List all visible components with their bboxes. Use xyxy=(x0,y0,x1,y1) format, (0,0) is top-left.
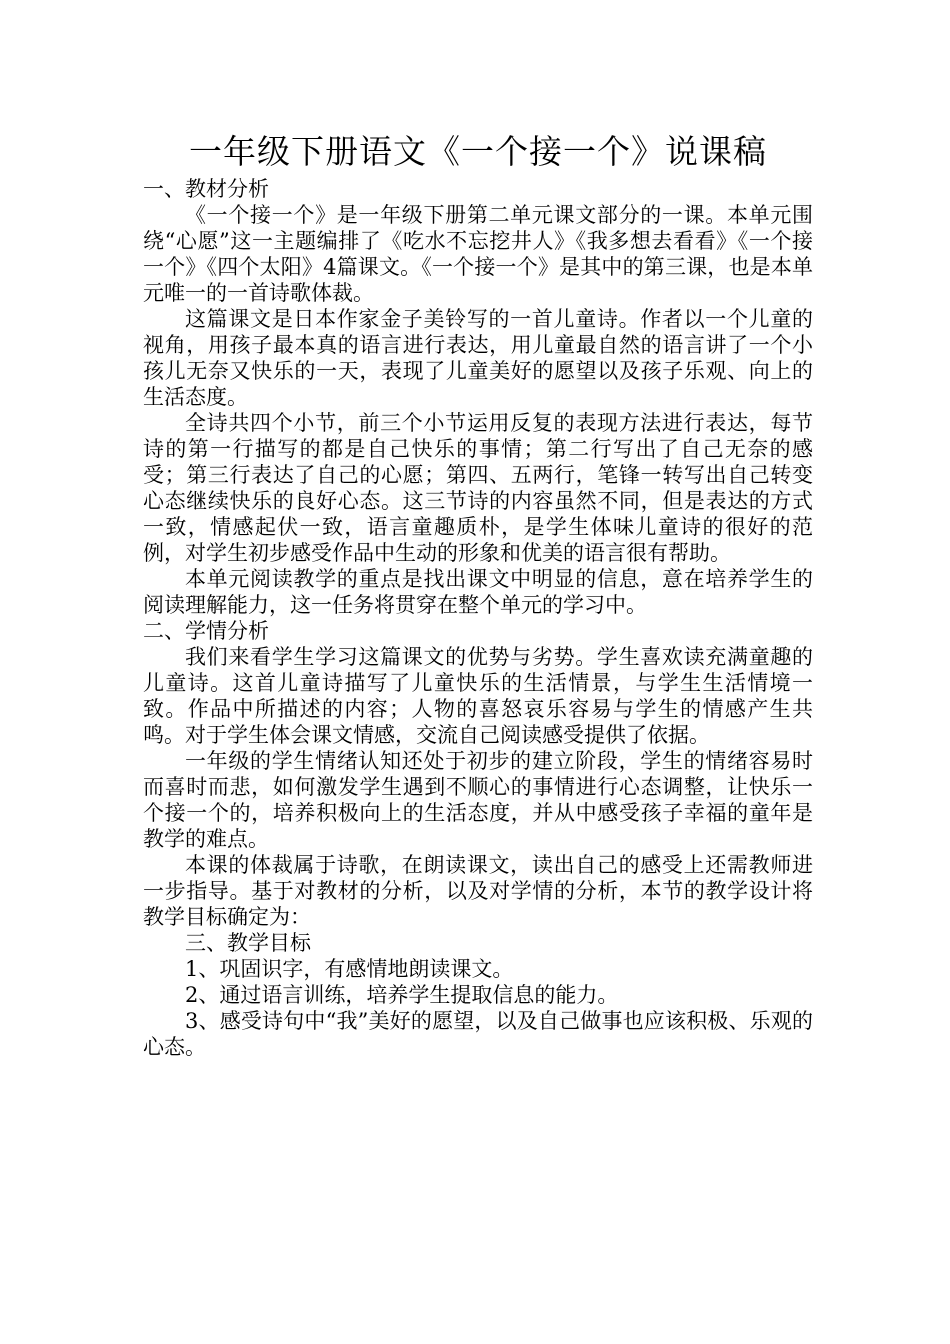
document-body xyxy=(143,130,813,1060)
goal-item: 2、通过语言训练，培养学生提取信息的能力。 xyxy=(185,983,619,1007)
section-heading-textbook-analysis: 一、教材分析 xyxy=(143,177,269,201)
paragraph: 全诗共四个小节，前三个小节运用反复的表现方法进行表达，每节诗的第一行描写的都是自己快乐的事情；第二行写出了自己无奈的感受；第三行表达了自己的心愿；第四、五两行，笔锋一转写出自己转变心态继续快乐的良好心态。这三节诗的内容虽然不同，但是表达的方式一致，情感起伏一致，语言童趣质朴，是学生体味儿童诗的很好的范例，对学生初步感受作品中生动的形象和优美的语言很有帮助。 xyxy=(143,411,813,565)
goal-item: 3、感受诗句中“我”美好的愿望，以及自己做事也应该积极、乐观的心态。 xyxy=(143,1009,813,1059)
paragraph: 本单元阅读教学的重点是找出课文中明显的信息，意在培养学生的阅读理解能力，这一任务将贯穿在整个单元的学习中。 xyxy=(143,567,813,617)
paragraph: 一年级的学生情绪认知还处于初步的建立阶段，学生的情绪容易时而喜时而悲，如何激发学生遇到不顺心的事情进行心态调整，让快乐一个接一个的，培养积极向上的生活态度，并从中感受孩子幸福的童年是教学的难点。 xyxy=(143,749,813,851)
paragraph: 我们来看学生学习这篇课文的优势与劣势。学生喜欢读充满童趣的儿童诗。这首儿童诗描写了儿童快乐的生活情景，与学生生活情境一致。作品中所描述的内容；人物的喜怒哀乐容易与学生的情感产生共鸣。对于学生体会课文情感，交流自己阅读感受提供了依据。 xyxy=(143,645,813,747)
goal-item: 1、巩固识字，有感情地朗读课文。 xyxy=(185,957,514,981)
paragraph: 《一个接一个》是一年级下册第二单元课文部分的一课。本单元围绕“心愿”这一主题编排了《吃水不忘挖井人》《我多想去看看》《一个接一个》《四个太阳》4篇课文。《一个接一个》是其中的第三课，也是本单元唯一的一首诗歌体裁。 xyxy=(143,203,813,305)
document-title: 一年级下册语文《一个接一个》说课稿 xyxy=(189,132,767,171)
section-heading-student-analysis: 二、学情分析 xyxy=(143,619,269,643)
paragraph: 这篇课文是日本作家金子美铃写的一首儿童诗。作者以一个儿童的视角，用孩子最本真的语言进行表达，用儿童最自然的语言讲了一个小孩儿无奈又快乐的一天，表现了儿童美好的愿望以及孩子乐观、向上的生活态度。 xyxy=(143,307,813,409)
section-heading-teaching-goals: 三、教学目标 xyxy=(185,931,311,955)
paragraph: 本课的体裁属于诗歌，在朗读课文，读出自己的感受上还需教师进一步指导。基于对教材的分析，以及对学情的分析，本节的教学设计将教学目标确定为： xyxy=(143,853,813,929)
